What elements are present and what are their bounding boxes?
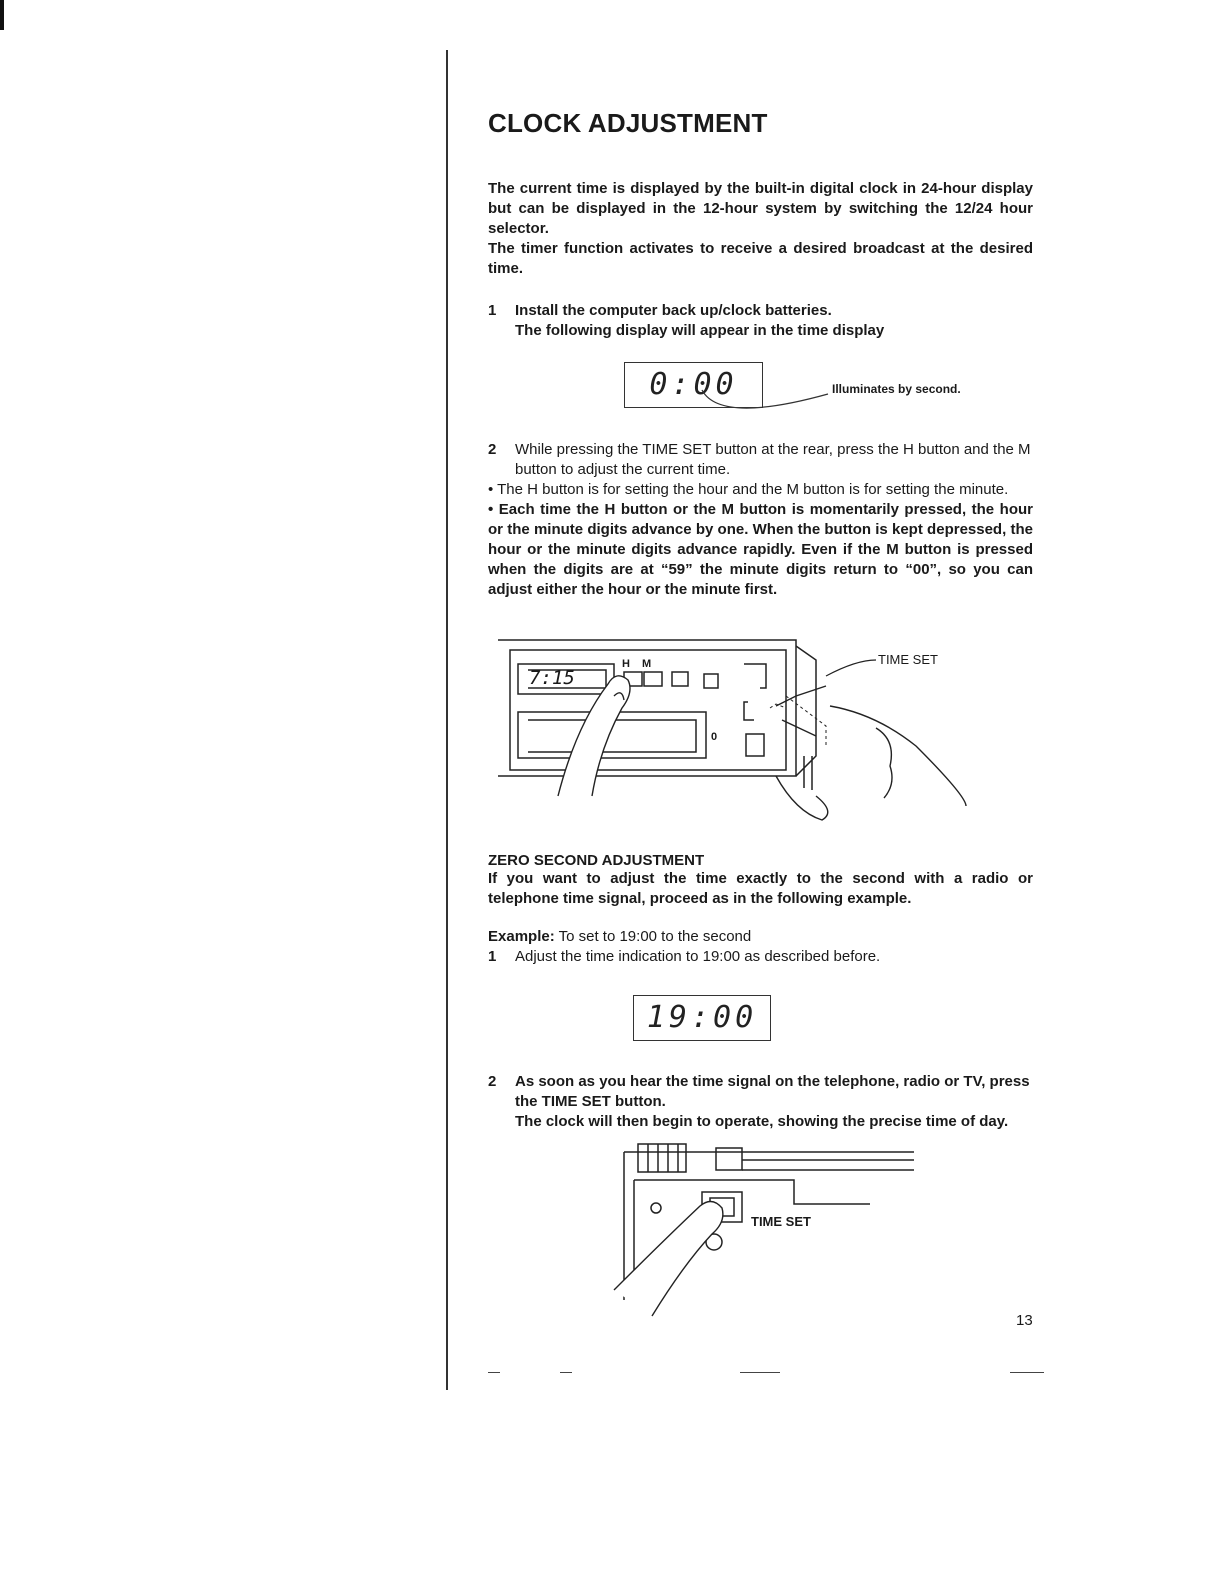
scan-edge-mark	[0, 0, 4, 30]
zero-second-section	[488, 852, 1033, 967]
panel-zero-label: 0	[711, 731, 718, 743]
page-content	[488, 100, 1033, 341]
step-number: 2	[488, 1073, 497, 1090]
zero-step-1	[488, 947, 1033, 967]
page-number: 13	[1016, 1312, 1033, 1329]
example-line	[488, 927, 1033, 947]
page-title: CLOCK ADJUSTMENT	[488, 108, 768, 138]
zero-second-text: If you want to adjust the time exactly to the second with a radio or telephone time signal, proceed as in the following example.	[488, 870, 1033, 907]
step-number: 2	[488, 441, 497, 458]
footer-dash	[740, 1372, 780, 1373]
page-margin-line	[446, 50, 448, 1390]
step-2-text: While pressing the TIME SET button at the rear, press the H button and the M button to adjust the current time.	[515, 441, 1031, 478]
m-button-label: M	[642, 658, 652, 670]
time-set-button-label: TIME SET	[751, 1214, 811, 1229]
zero-step-2-line-2: The clock will then begin to operate, showing the precise time of day.	[515, 1113, 1009, 1130]
bullet-h-m-purpose: • The H button is for setting the hour and the M button is for setting the minute.	[488, 481, 1009, 498]
zero-step-2-line-1: As soon as you hear the time signal on the telephone, radio or TV, press the TIME SET button.	[515, 1073, 1030, 1110]
time-set-label: TIME SET	[878, 652, 938, 667]
display-pointer-line	[700, 380, 840, 420]
panel-display-digits: 7:15	[529, 667, 575, 689]
footer-dash	[488, 1372, 500, 1373]
step-2	[488, 440, 1033, 480]
step-1-line-1: Install the computer back up/clock batteries.	[515, 302, 832, 319]
bullet-advance-rules: • Each time the H button or the M button is momentarily pressed, the hour or the minute digits advance by one. When the button is kept depressed, the hour or the minute digits advance rapidly. Even if the M button is pressed when the digits are at “59” the minute digits return to “00”, so you can adjust either the hour or the minute first.	[488, 501, 1033, 598]
display-digits: 0:00	[649, 367, 738, 402]
step-number: 1	[488, 302, 497, 319]
step-1-line-2: The following display will appear in the time display	[515, 322, 885, 339]
example-text: To set to 19:00 to the second	[554, 928, 752, 945]
h-button-label: H	[622, 658, 630, 670]
rear-panel-illustration	[604, 1140, 924, 1320]
display-note: Illuminates by second.	[832, 382, 961, 396]
display-digits: 19:00	[646, 1000, 758, 1035]
zero-step-1-text: Adjust the time indication to 19:00 as described before.	[515, 948, 881, 965]
intro-paragraph-2: The timer function activates to receive a desired broadcast at the desired time.	[488, 240, 1033, 277]
footer-dash	[1010, 1372, 1044, 1373]
step-number: 1	[488, 948, 497, 965]
zero-step-2	[488, 1072, 1033, 1132]
intro-paragraph-1: The current time is displayed by the built-in digital clock in 24-hour display but can be displayed in the 12-hour system by switching the 12/24 hour selector.	[488, 180, 1033, 237]
example-label: Example:	[488, 928, 555, 945]
zero-second-heading: ZERO SECOND ADJUSTMENT	[488, 852, 705, 869]
footer-dash	[560, 1372, 572, 1373]
target-time-display	[633, 995, 771, 1041]
step-1	[488, 301, 1033, 341]
